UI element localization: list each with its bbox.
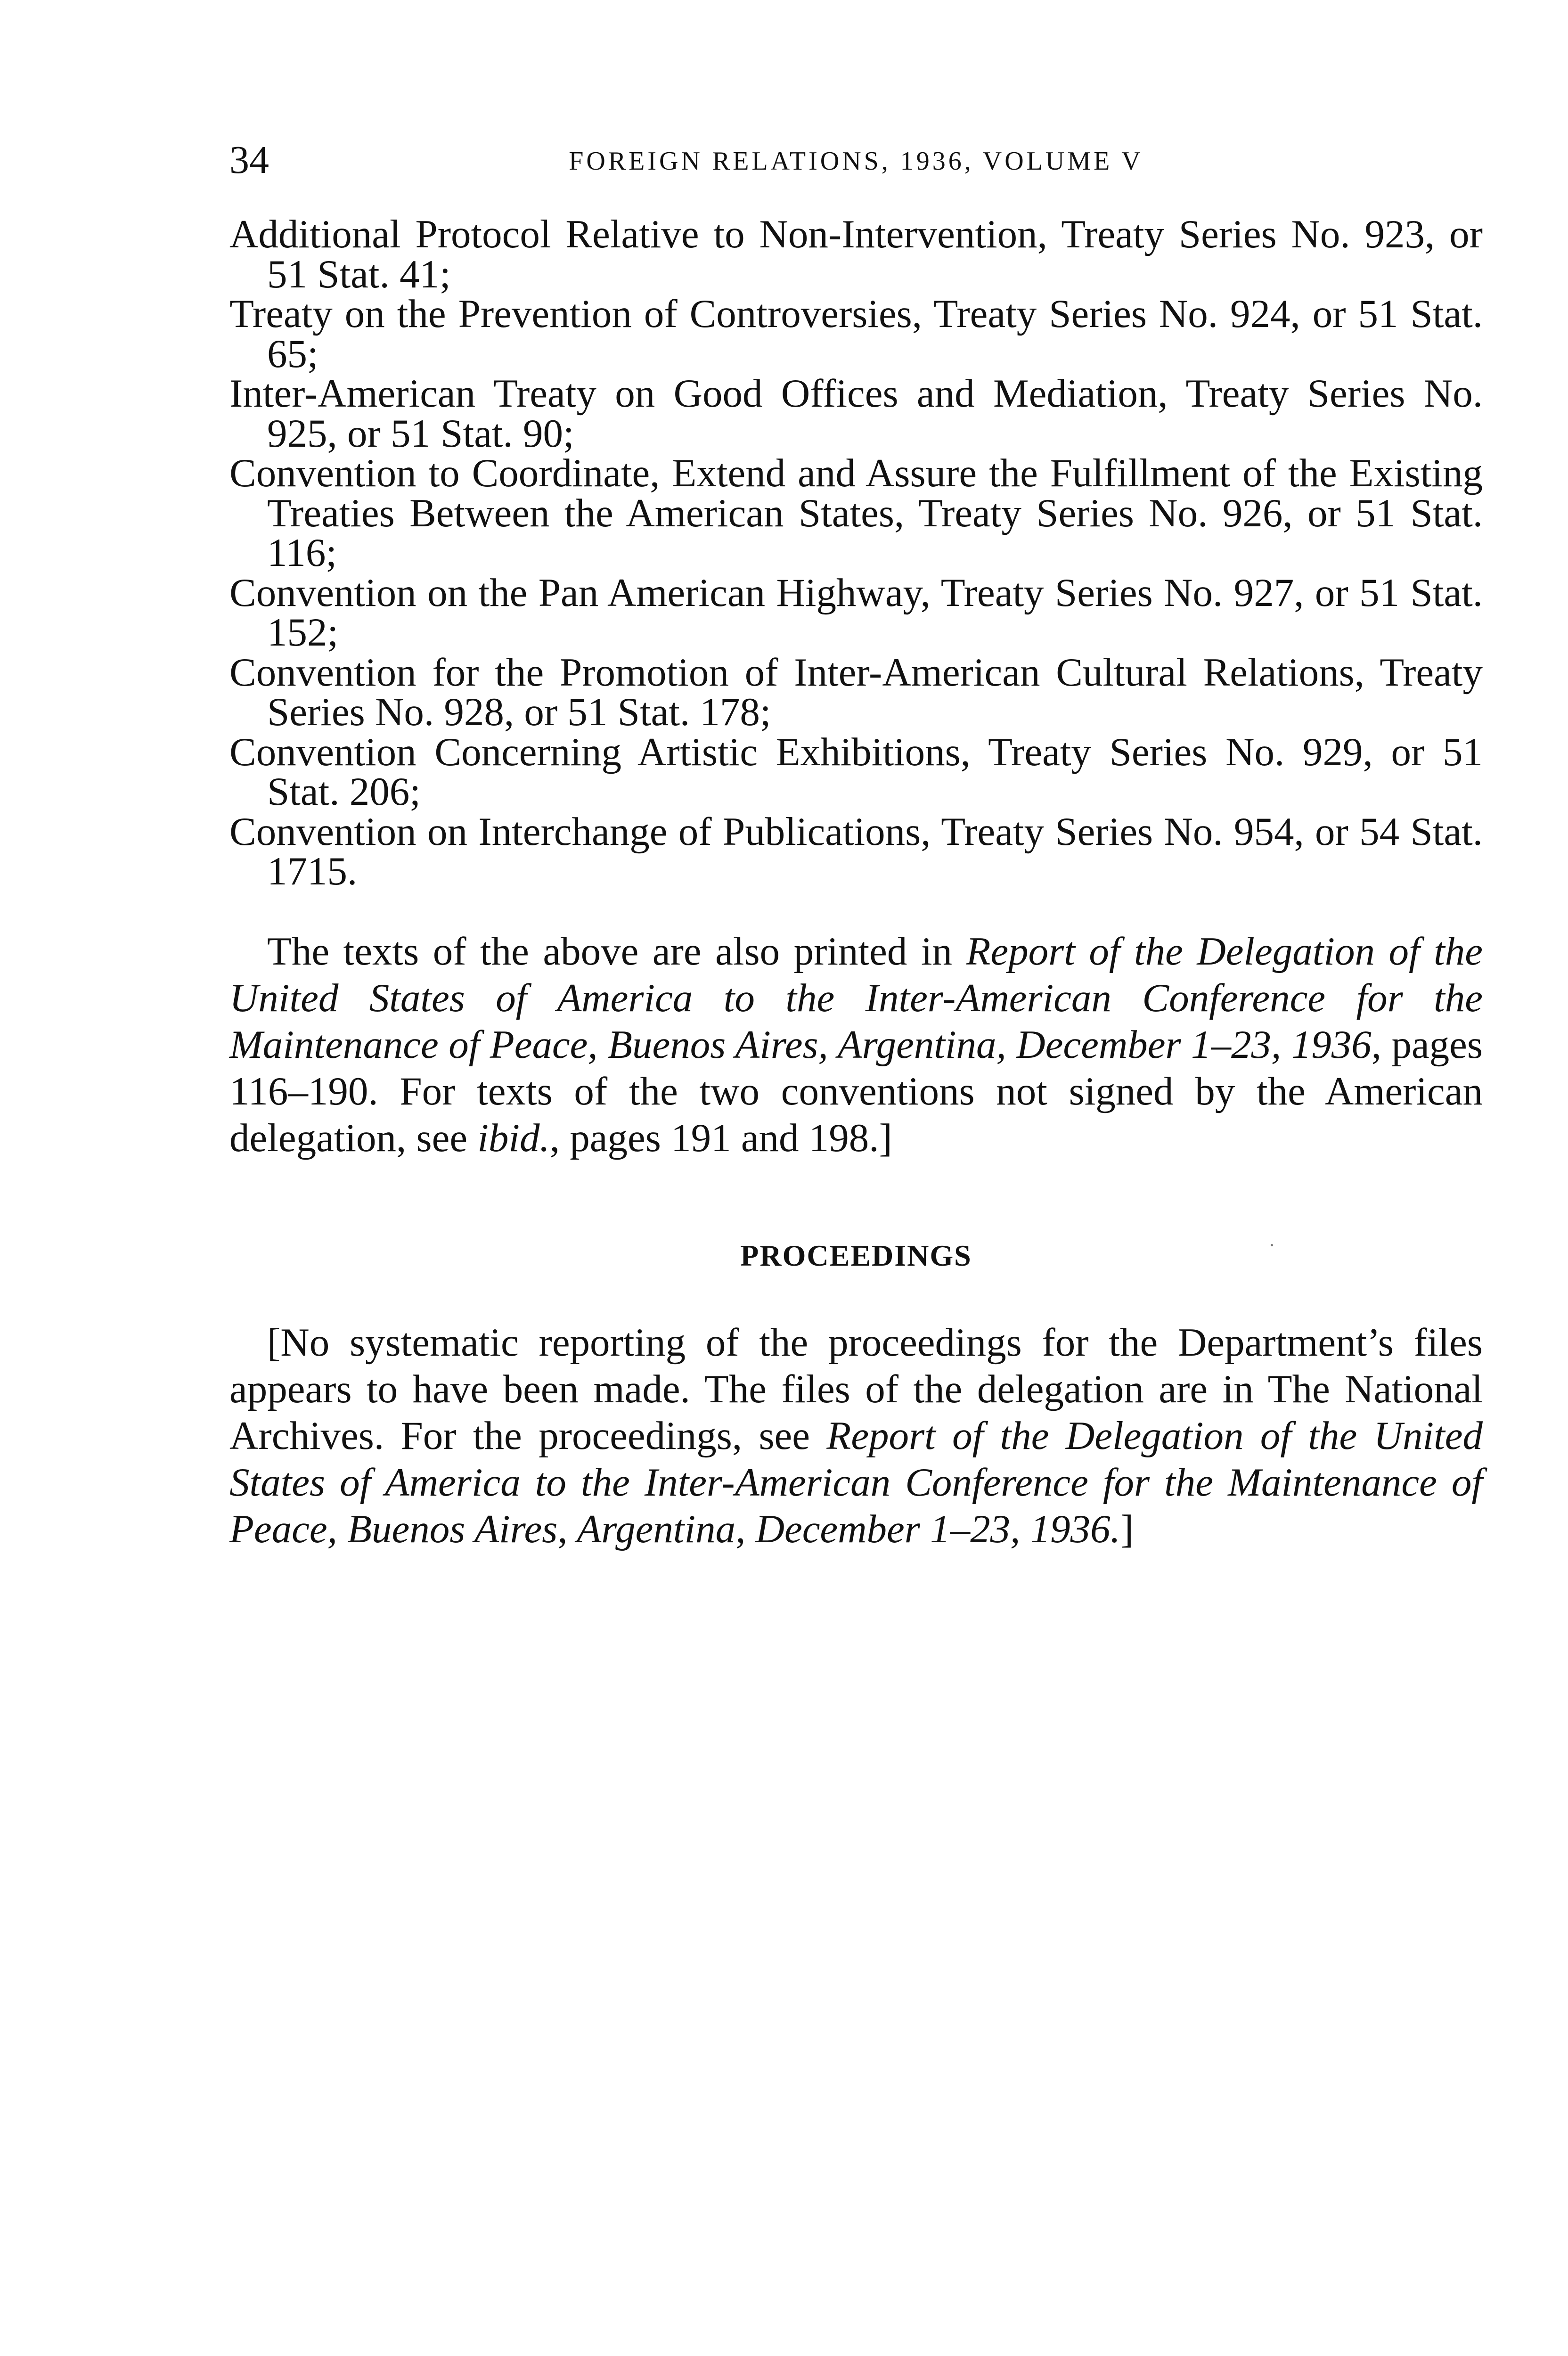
treaty-item: Convention for the Promotion of Inter-American Cultural Relations, Treaty Series No. 928, or 51 Stat. 178; — [229, 650, 1483, 734]
section-heading: PROCEEDINGS — [740, 1239, 972, 1272]
texts-note-pages: , pages 116–190. For texts of the two conventions not signed by the American delegation, see — [229, 1023, 1483, 1160]
treaty-item: Treaty on the Prevention of Controversies, Treaty Series No. 924, or 51 Stat. 65; — [229, 292, 1483, 376]
treaty-item: Convention on Interchange of Publications, Treaty Series No. 954, or 54 Stat. 1715. — [229, 809, 1483, 893]
report-title: Report of the Delegation of the United States of America to the Inter-American Conference for the Maintenance of Peace, Buenos Aires, Argentina, December 1–23, 1936. — [229, 1414, 1483, 1551]
treaty-item: Inter-American Treaty on Good Offices and Mediation, Treaty Series No. 925, or 51 Stat. 90; — [229, 371, 1483, 456]
treaty-item: Additional Protocol Relative to Non-Intervention, Treaty Series No. 923, or 51 Stat. 41; — [229, 212, 1483, 296]
page-number: 34 — [229, 138, 269, 182]
proceedings-note-paragraph — [229, 1319, 1483, 1553]
treaty-list — [229, 214, 1483, 892]
texts-note-tail: , pages 191 and 198.] — [549, 1116, 892, 1160]
ibid-reference: ibid. — [477, 1116, 550, 1160]
treaty-item: Convention Concerning Artistic Exhibitions, Treaty Series No. 929, or 51 Stat. 206; — [229, 729, 1483, 814]
proceedings-note-lead: [No systematic reporting of the proceedings for the Department’s files appears to have been made. The files of the delegation are in The National Archives. For the proceedings, see — [229, 1320, 1483, 1458]
running-head — [229, 137, 1483, 188]
report-title: Report of the Delegation of the United States of America to the Inter-American Conference for the Maintenance of Peace, Buenos Aires, Argentina, December 1–23, 1936 — [229, 929, 1483, 1067]
print-speck — [1271, 1244, 1273, 1246]
texts-note-lead: The texts of the above are also printed in — [267, 929, 966, 973]
proceedings-note-tail: ] — [1120, 1507, 1134, 1551]
treaty-item: Convention to Coordinate, Extend and Assure the Fulfillment of the Existing Treaties Between the American States, Treaty Series No. 926, or 51 Stat. 116; — [229, 451, 1483, 575]
running-title: FOREIGN RELATIONS, 1936, VOLUME V — [569, 147, 1143, 176]
treaty-item: Convention on the Pan American Highway, Treaty Series No. 927, or 51 Stat. 152; — [229, 570, 1483, 654]
texts-note-paragraph — [229, 928, 1483, 1162]
